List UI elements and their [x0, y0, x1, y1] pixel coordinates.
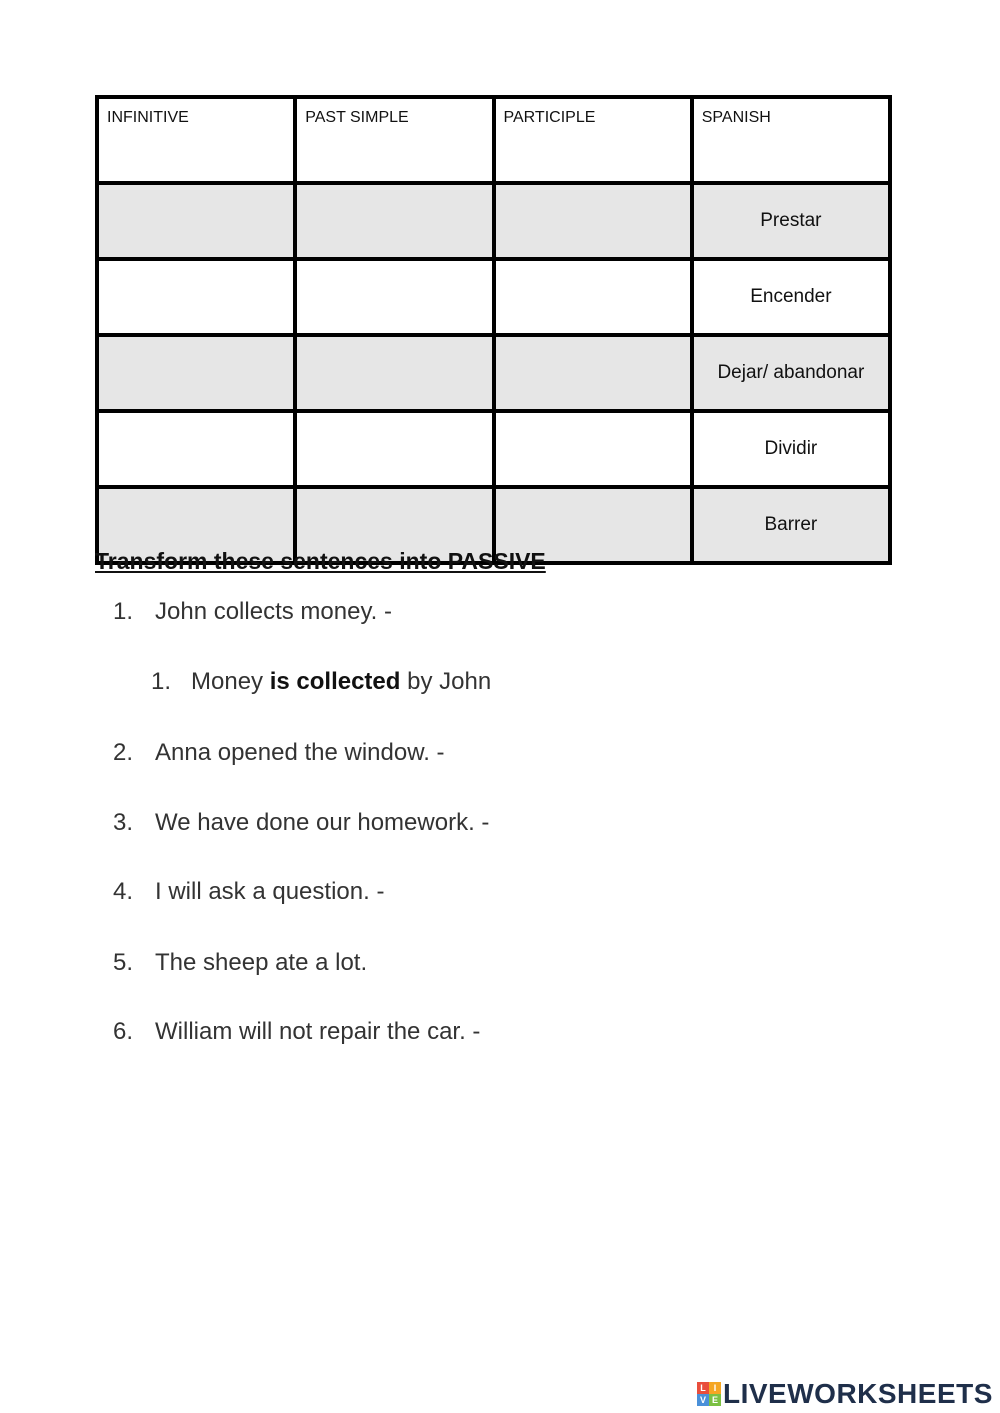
logo-letter: V [697, 1394, 709, 1406]
item-text: We have done our homework. - [155, 809, 490, 836]
exercise-item-5 [113, 949, 367, 977]
item-text: Anna opened the window. - [155, 739, 445, 766]
header-spanish: SPANISH [692, 97, 890, 183]
item-number: 1. [113, 598, 134, 625]
example-text-before: Money [191, 668, 270, 695]
exercise-item-1 [113, 598, 392, 626]
exercise-item-6 [113, 1018, 480, 1046]
spanish-cell: Encender [692, 259, 890, 335]
infinitive-cell[interactable] [97, 335, 295, 411]
table-row [97, 411, 890, 487]
item-number: 3. [113, 809, 134, 836]
header-participle: PARTICIPLE [494, 97, 692, 183]
participle-cell[interactable] [494, 259, 692, 335]
item-number: 4. [113, 878, 134, 905]
past-simple-cell[interactable] [295, 259, 493, 335]
table-row [97, 259, 890, 335]
exercise-item-4 [113, 878, 384, 906]
table-row [97, 335, 890, 411]
example-answer [151, 668, 491, 696]
header-infinitive: INFINITIVE [97, 97, 295, 183]
spanish-cell: Barrer [692, 487, 890, 563]
exercise-item-3 [113, 809, 489, 837]
exercise-item-2 [113, 739, 445, 767]
table-row [97, 183, 890, 259]
logo-text: LIVEWORKSHEETS [723, 1378, 993, 1409]
logo-letter: I [709, 1382, 721, 1394]
spanish-cell: Dividir [692, 411, 890, 487]
past-simple-cell[interactable] [295, 183, 493, 259]
spanish-cell: Dejar/ abandonar [692, 335, 890, 411]
logo-letter: L [697, 1382, 709, 1394]
past-simple-cell[interactable] [295, 335, 493, 411]
example-text-bold: is collected [269, 668, 401, 695]
participle-cell[interactable] [494, 411, 692, 487]
item-text: John collects money. - [155, 598, 392, 625]
past-simple-cell[interactable] [295, 411, 493, 487]
exercise-title: Transform these sentences into PASSIVE [95, 548, 546, 574]
participle-cell[interactable] [494, 183, 692, 259]
infinitive-cell[interactable] [97, 259, 295, 335]
item-text: The sheep ate a lot. [155, 949, 368, 976]
infinitive-cell[interactable] [97, 411, 295, 487]
spanish-cell: Prestar [692, 183, 890, 259]
example-number: 1. [151, 668, 172, 695]
example-text-after: by John [400, 668, 492, 695]
item-text: William will not repair the car. - [155, 1018, 481, 1045]
liveworksheets-logo [697, 1377, 993, 1411]
infinitive-cell[interactable] [97, 183, 295, 259]
participle-cell[interactable] [494, 335, 692, 411]
liveworksheets-logo-icon [697, 1382, 721, 1406]
item-number: 6. [113, 1018, 134, 1045]
logo-letter: E [709, 1394, 721, 1406]
item-number: 2. [113, 739, 134, 766]
table-header-row [97, 97, 890, 183]
header-past-simple: PAST SIMPLE [295, 97, 493, 183]
item-text: I will ask a question. - [155, 878, 385, 905]
verb-table [95, 95, 892, 565]
item-number: 5. [113, 949, 134, 976]
